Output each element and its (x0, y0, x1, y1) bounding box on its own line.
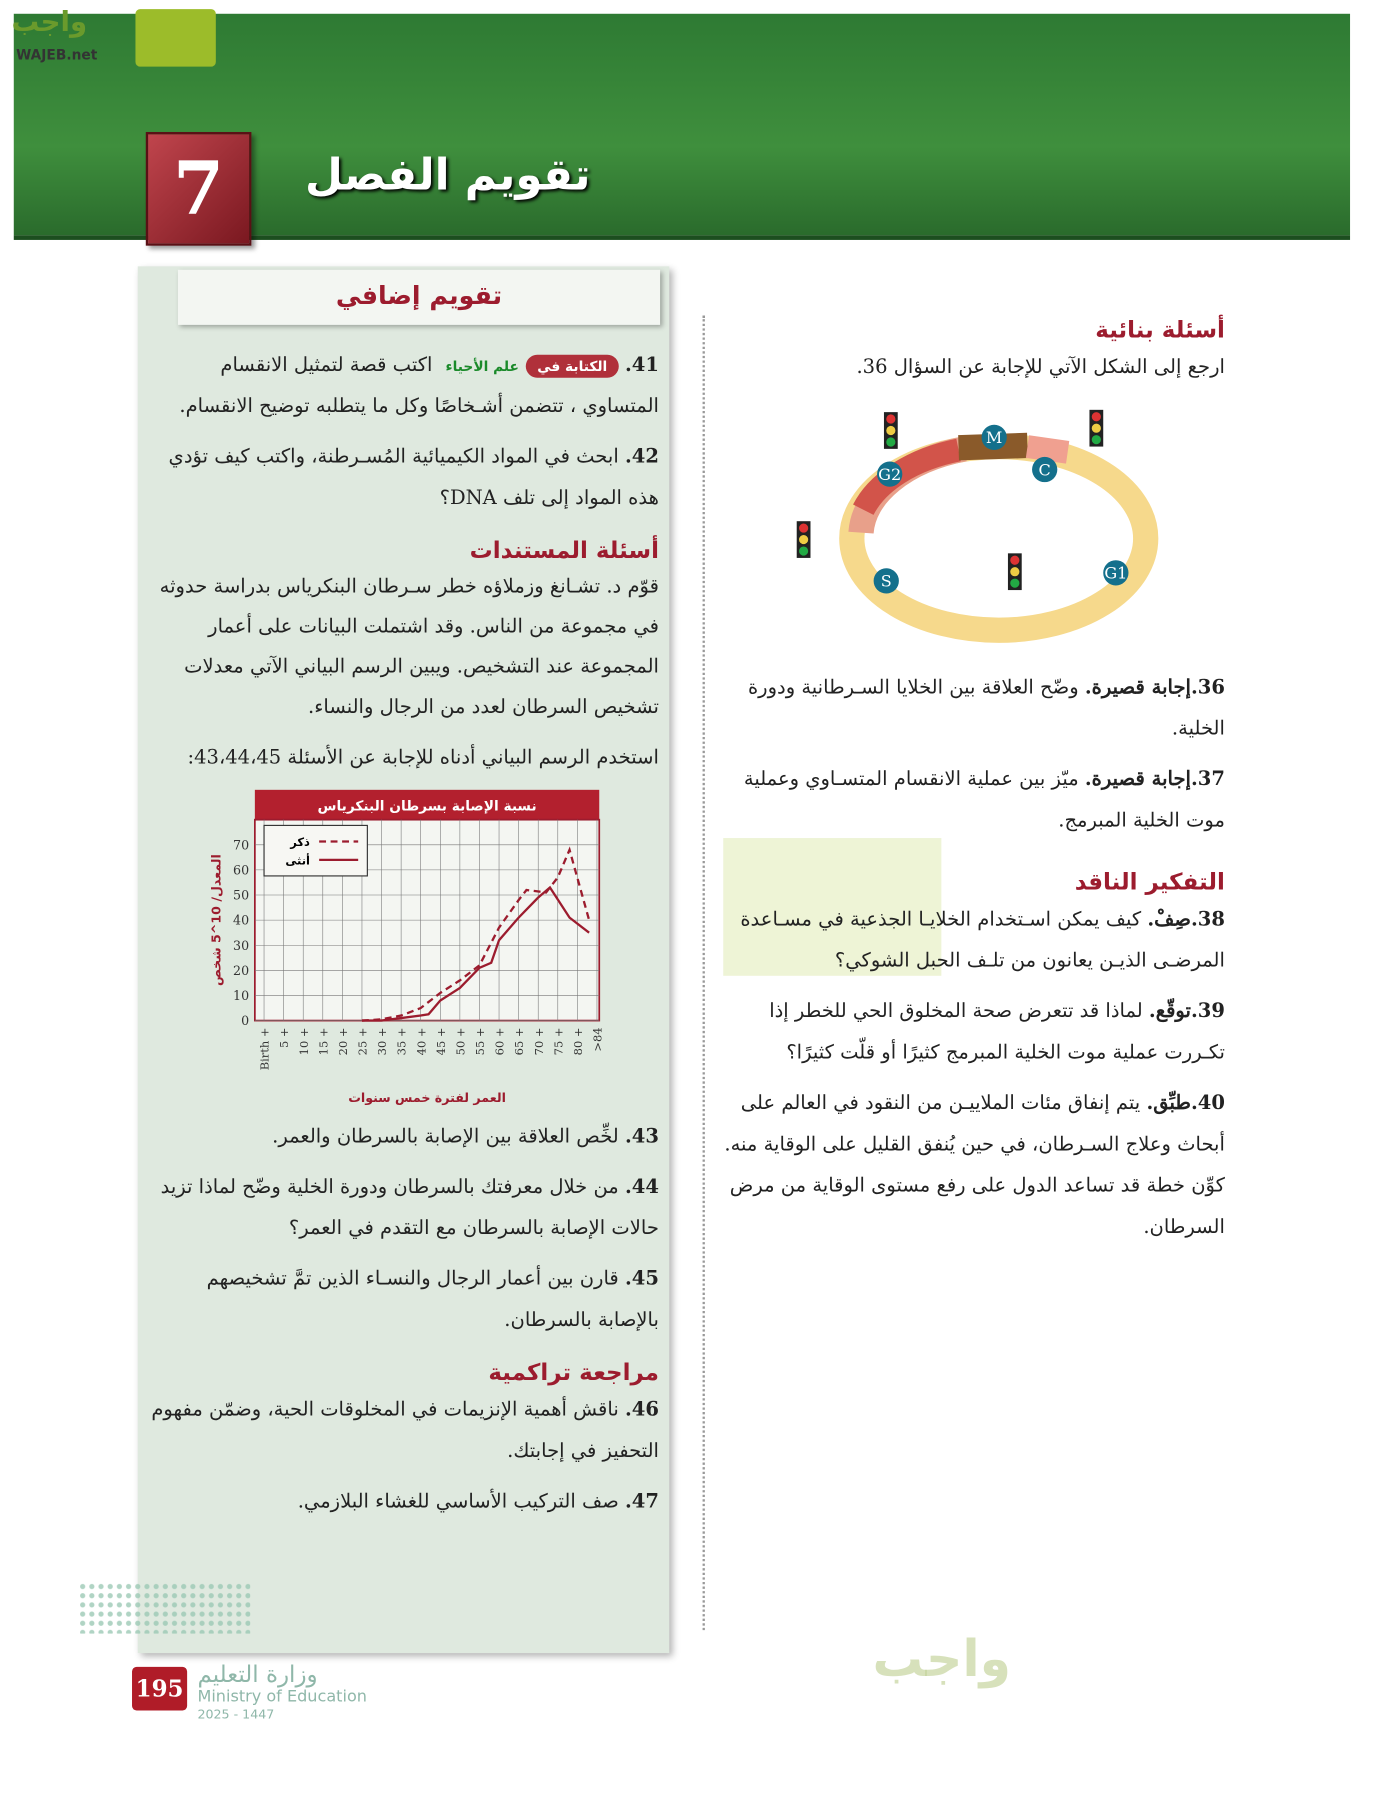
watermark (872, 1630, 1011, 1689)
y-tick-label: 50 (233, 887, 250, 903)
documents-text: قوّم د. تشـانغ وزملاؤه خطر سـرطان البنكرياس بدراسة حدوثه في مجموعة من الناس. وقد اشتملت البيانات على أعمار المجموعة عند التشخيص. ويبين الرسم البياني الآتي معدلات تشخيص السرطان لعدد من الرجال والنساء. (159, 575, 659, 719)
question-44 (147, 1166, 659, 1249)
q-num: 36. (1190, 676, 1225, 700)
x-tick-label: 80 + (570, 1027, 585, 1056)
traffic-light-icon (1008, 553, 1022, 590)
x-tick-label: Birth + (257, 1027, 272, 1071)
q-num: 47. (624, 1490, 659, 1514)
documents-heading: أسئلة المستندات (469, 536, 659, 564)
figure-reference: ارجع إلى الشكل الآتي للإجابة عن السؤال 36. (856, 355, 1225, 379)
y-tick-label: 10 (233, 988, 250, 1004)
phase-g1-label: G1 (1104, 563, 1128, 583)
chapter-title: تقويم الفصل (304, 149, 591, 200)
x-tick-label: 70 + (531, 1027, 546, 1056)
q-num: 40. (1190, 1091, 1225, 1115)
q-text: اكتب قصة لتمثيل الانقسام المتساوي ، تتضمن أشـخاصًا وكل ما يتطلبه توضيح الانقسام. (179, 353, 659, 418)
q-label: إجابة قصيرة. (1084, 768, 1191, 791)
page-number: 195 (132, 1667, 187, 1711)
x-tick-label: 10 + (296, 1027, 311, 1056)
traffic-light-icon (884, 412, 898, 449)
constructive-heading: أسئلة بنائية (1095, 315, 1225, 344)
q-text: ناقش أهمية الإنزيمات في المخلوقات الحية، وضمّن مفهوم التحفيز في إجابتك. (151, 1398, 659, 1463)
legend-label: أنثى (285, 853, 310, 868)
pancreatic-cancer-chart (207, 788, 620, 1112)
question-37 (718, 759, 1225, 842)
critical-thinking-heading: التفكير الناقد (1074, 867, 1225, 896)
wajeb-logo (11, 5, 218, 69)
column-divider (703, 316, 705, 1630)
x-tick-label: 30 + (375, 1027, 390, 1056)
question-40 (718, 1083, 1225, 1248)
y-tick-label: 60 (233, 862, 250, 878)
ministry-name (197, 1660, 367, 1723)
phase-s-label: S (880, 571, 892, 591)
left-column (147, 344, 659, 1522)
chart-svg (207, 788, 620, 1112)
x-tick-label: 15 + (316, 1027, 331, 1056)
question-38 (718, 899, 1225, 982)
x-tick-label: >84 (590, 1027, 605, 1052)
q-label: توقّع. (1148, 999, 1191, 1023)
q-num: 46. (624, 1398, 659, 1422)
q-num: 38. (1190, 908, 1225, 932)
logo-text: واجب (11, 5, 88, 38)
book-icon (135, 9, 215, 66)
question-45 (147, 1258, 659, 1341)
phase-m-label: M (985, 428, 1003, 448)
q-label: صِفْ. (1147, 908, 1191, 932)
writing-tag: الكتابة في (526, 354, 619, 377)
panel-title: تقويم إضافي (178, 270, 660, 325)
cell-cycle-diagram (792, 406, 1171, 653)
x-tick-label: 40 + (414, 1027, 429, 1056)
question-39 (718, 991, 1225, 1074)
question-36 (718, 667, 1225, 750)
q-num: 39. (1190, 999, 1225, 1023)
question-41 (147, 344, 659, 427)
x-tick-label: 20 + (335, 1027, 350, 1056)
x-tick-label: 60 + (492, 1027, 507, 1056)
c-arc (1027, 447, 1067, 453)
q-label: إجابة قصيرة. (1084, 676, 1191, 700)
phase-g2-label: G2 (878, 464, 902, 484)
x-tick-label: 25 + (355, 1027, 370, 1056)
cell-cycle-svg (792, 406, 1171, 653)
y-axis-label: المعدل/ 10^5 شخص (208, 854, 224, 987)
question-42 (147, 436, 659, 519)
traffic-light-icon (797, 521, 811, 558)
ministry-logo-icon (78, 1582, 250, 1634)
x-tick-label: 5 + (277, 1027, 292, 1049)
x-tick-label: 75 + (551, 1027, 566, 1056)
q-text: ميّز بين عملية الانقسام المتسـاوي وعملية موت الخلية المبرمج. (743, 768, 1225, 833)
q-num: 37. (1190, 768, 1225, 791)
y-tick-label: 30 (233, 937, 250, 953)
x-tick-label: 50 + (453, 1027, 468, 1056)
x-tick-label: 65 + (512, 1027, 527, 1056)
x-tick-label: 35 + (394, 1027, 409, 1056)
q-num: 44. (624, 1175, 659, 1199)
ministry-en: Ministry of Education (197, 1687, 367, 1706)
q-text: من خلال معرفتك بالسرطان ودورة الخلية وضّح لماذا تزيد حالات الإصابة بالسرطان مع التقدم في العمر؟ (160, 1175, 659, 1240)
watermark-text: واجب (872, 1630, 1012, 1689)
q-text: صف التركيب الأساسي للغشاء البلازمي. (297, 1490, 619, 1514)
legend-label: ذكر (290, 835, 310, 850)
chart-title: نسبة الإصابة بسرطان البنكرياس (317, 798, 537, 815)
traffic-light-icon (1089, 410, 1103, 447)
x-axis-label: العمر لفترة خمس سنوات (348, 1090, 506, 1106)
q-text: لخِّص العلاقة بين الإصابة بالسرطان والعمر. (272, 1125, 619, 1148)
q-text: كيف يمكن اسـتخدام الخلايـا الجذعية في مسـاعدة المرضـى الذيـن يعانون من تلـف الحبل الشوكي؟ (740, 908, 1225, 973)
logo-latin: WAJEB.net (16, 47, 98, 64)
chapter-number: 7 (146, 132, 252, 246)
q-num: 41. (624, 353, 659, 377)
question-47 (147, 1481, 659, 1522)
x-tick-label: 55 + (473, 1027, 488, 1056)
q-text: ابحث في المواد الكيميائية المُسـرطنة، واكتب كيف تؤدي هذه المواد إلى تلف DNA؟ (168, 445, 659, 510)
ministry-ar: وزارة التعليم (197, 1660, 318, 1688)
q-num: 45. (624, 1267, 659, 1291)
y-tick-label: 40 (233, 912, 250, 928)
x-tick-label: 45 + (433, 1027, 448, 1056)
q-label: طبِّق. (1146, 1091, 1191, 1115)
q-text: يتم إنفاق مئات الملاييـن من النقود في العالم على أبحاث وعلاج السـرطان، في حين يُنفق القليل على الوقاية منه. كوِّن خطة قد تساعد الدول على رفع مستوى الوقاية من مرض السرطان. (724, 1091, 1225, 1239)
q-text: وضّح العلاقة بين الخلايا السـرطانية ودورة الخلية. (747, 676, 1225, 741)
question-43 (147, 1116, 659, 1157)
review-heading: مراجعة تراكمية (488, 1358, 659, 1386)
q-text: قارن بين أعمار الرجال والنسـاء الذين تمَّ تشخيصهم بالإصابة بالسرطان. (206, 1267, 659, 1332)
phase-c-label: C (1038, 460, 1051, 480)
legend-box (264, 825, 367, 876)
q-num: 42. (624, 445, 659, 469)
subject-tag: علم الأحياء (445, 358, 519, 375)
question-46 (147, 1389, 659, 1472)
y-tick-label: 20 (233, 962, 250, 978)
y-tick-label: 70 (233, 837, 250, 853)
right-column (718, 312, 1225, 1248)
q-text: لماذا قد تتعرض صحة المخلوق الحي للخطر إذا تكـررت عملية موت الخلية المبرمج كثيرًا أو قلّت كثيرًا؟ (769, 999, 1225, 1065)
year: 2025 - 1447 (197, 1707, 275, 1722)
documents-instruction: استخدم الرسم البياني أدناه للإجابة عن الأسئلة 43،44،45: (187, 746, 659, 770)
q-num: 43. (624, 1125, 659, 1148)
y-tick-label: 0 (241, 1013, 250, 1029)
